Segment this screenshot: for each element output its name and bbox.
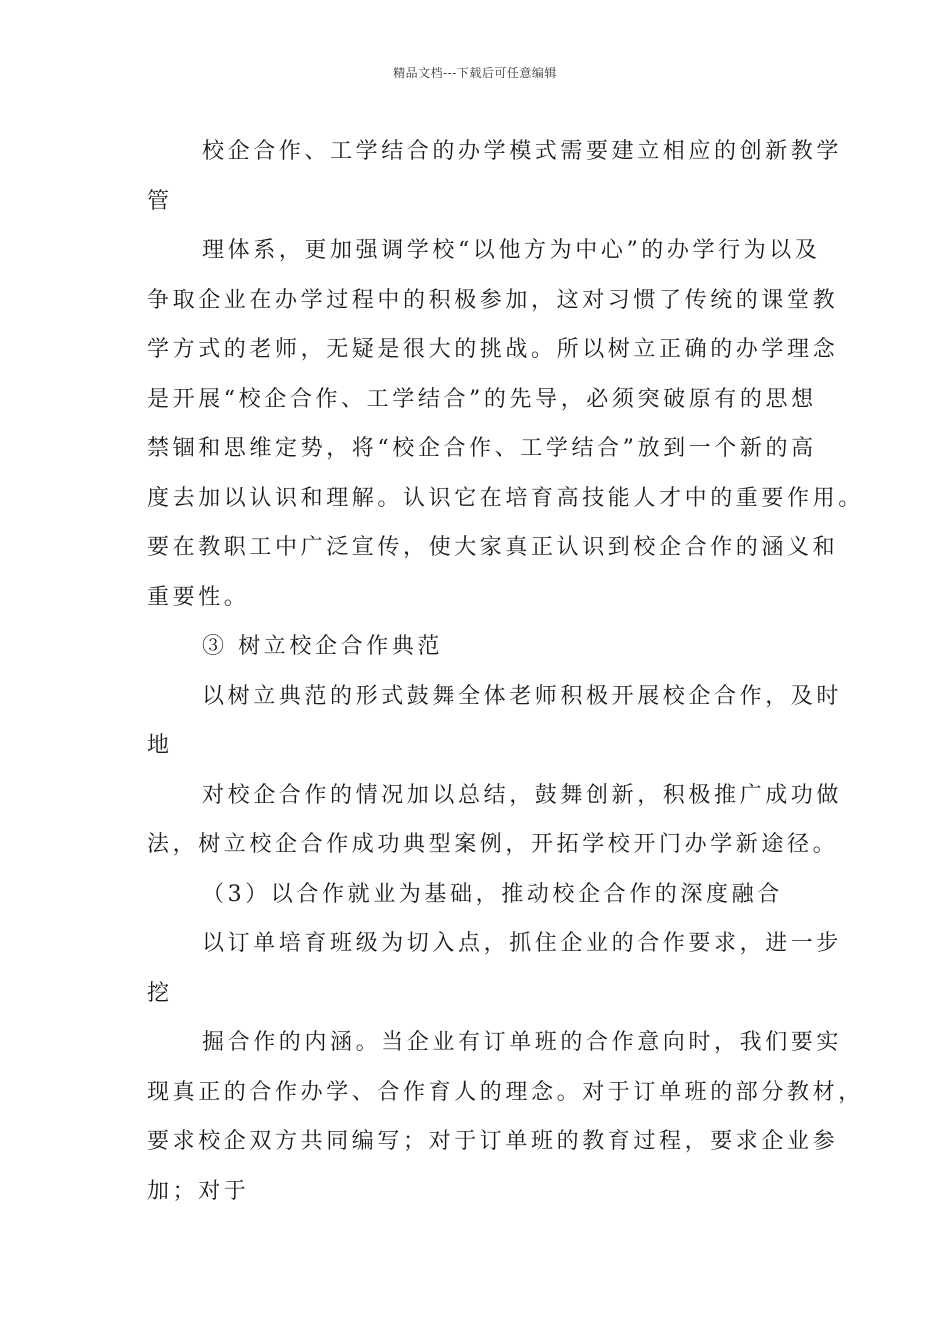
text-line: 度去加以认识和理解。认识它在培育高技能人才中的重要作用。 <box>147 485 864 511</box>
text-line: 要在教职工中广泛宣传，使大家真正认识到校企合作的涵义和 <box>147 535 839 560</box>
text-line: 重要性。 <box>147 584 250 610</box>
text-line: 管 <box>147 188 173 214</box>
text-line: 禁锢和思维定势，将“校企合作、工学结合”放到一个新的高 <box>147 436 817 461</box>
text-line: 现真正的合作办学、合作育人的理念。对于订单班的部分教材， <box>147 1079 864 1105</box>
text-line: 加；对于 <box>147 1178 250 1204</box>
text-line: 以树立典范的形式鼓舞全体老师积极开展校企合作，及时 <box>202 683 843 709</box>
text-line: 以订单培育班级为切入点，抓住企业的合作要求，进一步 <box>202 931 843 956</box>
page-header: 精品文档---下载后可任意编辑 <box>393 66 557 80</box>
text-line: 挖 <box>147 980 173 1006</box>
text-line: 地 <box>147 733 173 758</box>
text-line: 是开展“校企合作、工学结合”的先导，必须突破原有的思想 <box>147 386 817 412</box>
section-heading: ③ 树立校企合作典范 <box>202 634 443 659</box>
text-line: 掘合作的内涵。当企业有订单班的合作意向时，我们要实 <box>202 1030 843 1055</box>
text-line: 争取企业在办学过程中的积极参加，这对习惯了传统的课堂教 <box>147 287 839 313</box>
text-line: 对校企合作的情况加以总结，鼓舞创新，积极推广成功做 <box>202 782 843 808</box>
document-body <box>147 127 864 1216</box>
section-heading: （3）以合作就业为基础，推动校企合作的深度融合 <box>202 881 783 907</box>
text-line: 理体系，更加强调学校“以他方为中心”的办学行为以及 <box>202 238 821 263</box>
text-line: 法，树立校企合作成功典型案例，开拓学校开门办学新途径。 <box>147 832 839 857</box>
text-line: 要求校企双方共同编写；对于订单班的教育过程，要求企业参 <box>147 1129 839 1154</box>
text-line: 校企合作、工学结合的办学模式需要建立相应的创新教学 <box>202 139 843 164</box>
text-line: 学方式的老师，无疑是很大的挑战。所以树立正确的办学理念 <box>147 337 839 362</box>
